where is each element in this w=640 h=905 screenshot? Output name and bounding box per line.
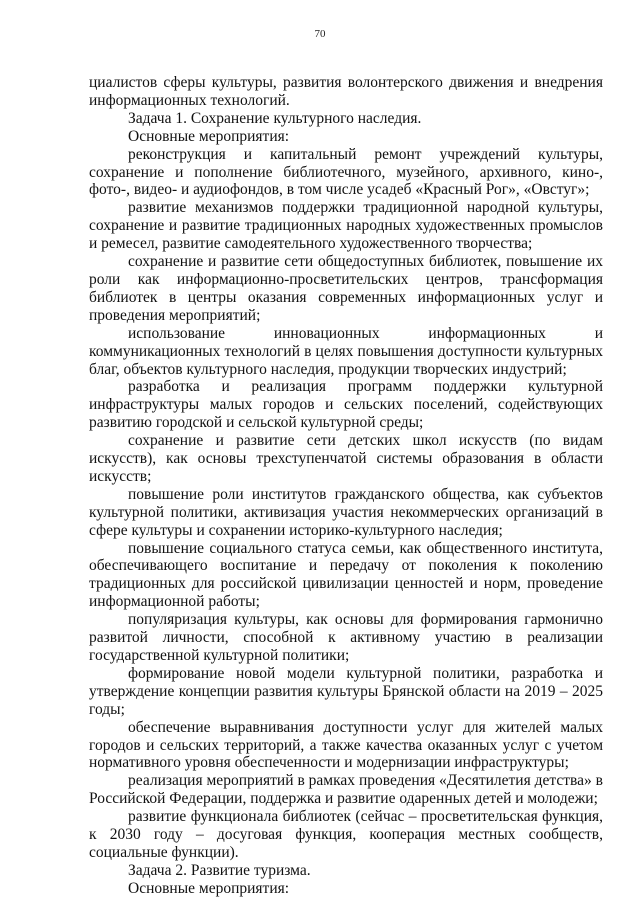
activity-item: популяризация культуры, как основы для формирования гармонично развитой личности, способной к активному участию в реализации государственной культурной политики; — [89, 611, 603, 664]
task-1-heading: Задача 1. Сохранение культурного наследия. — [128, 109, 422, 127]
activity-item: обеспечение выравнивания доступности услуг для жителей малых городов и сельских территорий, а также качества оказанных услуг с учетом нормативного уровня обеспеченности и модернизации инфраструктуры; — [89, 718, 603, 772]
activity-item: сохранение и развитие сети детских школ искусств (по видам искусств), как основы трехступенчатой системы образования в области искусств; — [89, 432, 603, 485]
activity-item: развитие механизмов поддержки традиционной народной культуры, сохранение и развитие традиционных народных художественных промыслов и ремесел, развитие самодеятельного художественного творчества; — [89, 199, 603, 253]
paragraph-continuation: циалистов сферы культуры, развития волонтерского движения и внедрения информационных технологий. — [89, 74, 603, 109]
activity-item: повышение социального статуса семьи, как общественного института, обеспечивающего воспитание и передачу от поколения к поколению традиционных для российской цивилизации ценностей и норм, проведение информационной работы; — [89, 539, 603, 611]
main-activities-label: Основные мероприятия: — [128, 879, 290, 897]
activity-item: разработка и реализация программ поддержки культурной инфраструктуры малых городов и сельских поселений, содействующих развитию городской и сельской культурной среды; — [89, 378, 603, 432]
document-body — [89, 74, 603, 898]
activity-item: развитие функционала библиотек (сейчас – просветительская функция, к 2030 году – досуговая функция, кооперация местных сообществ, социальные функции). — [89, 808, 603, 861]
main-activities-label: Основные мероприятия: — [128, 127, 290, 145]
activity-item: сохранение и развитие сети общедоступных библиотек, повышение их роли как информационно-просветительских центров, трансформация библиотек в центры оказания современных информационных услуг и проведения мероприятий; — [89, 253, 603, 324]
task-2-heading: Задача 2. Развитие туризма. — [128, 861, 311, 879]
activity-item: повышение роли институтов гражданского общества, как субъектов культурной политики, активизация участия некоммерческих организаций в сфере культуры и сохранении историко-культурного наследия; — [89, 485, 603, 539]
page-number: 70 — [314, 28, 326, 40]
activity-item: использование инновационных информационных и коммуникационных технологий в целях повышения доступности культурных благ, объектов культурного наследия, продукции творческих индустрий; — [89, 324, 603, 378]
activity-item: реконструкция и капитальный ремонт учреждений культуры, сохранение и пополнение библиотечного, музейного, архивного, кино-, фото-, видео- и аудиофондов, в том числе усадеб «Красный Рог», «Овстуг»; — [89, 145, 603, 199]
activity-item: реализация мероприятий в рамках проведения «Десятилетия детства» в Российской Федерации, поддержка и развитие одаренных детей и молодежи; — [89, 772, 603, 808]
activity-item: формирование новой модели культурной политики, разработка и утверждение концепции развития культуры Брянской области на 2019 – 2025 годы; — [89, 664, 603, 718]
